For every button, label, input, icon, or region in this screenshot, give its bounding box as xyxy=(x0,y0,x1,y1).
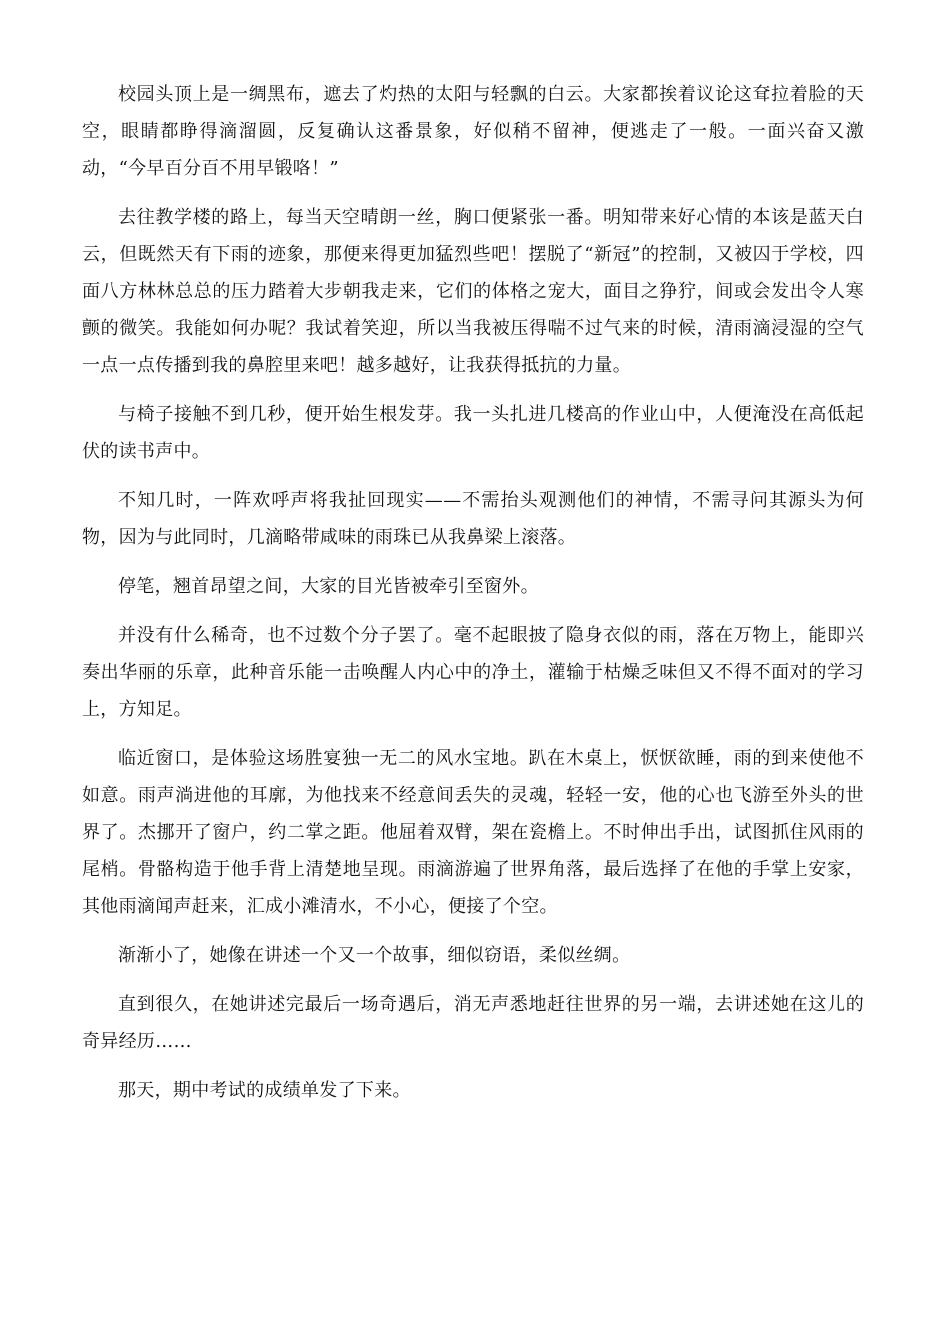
paragraph: 停笔，翘首昂望之间，大家的目光皆被牵引至窗外。 xyxy=(118,576,539,597)
paragraph: 与椅子接触不到几秒，便开始生根发芽。我一头扎进几楼高的作业山中，人便淹没在高低起伏的读书声中。 xyxy=(82,404,864,462)
paragraph: 不知几时，一阵欢呼声将我扯回现实——不需抬头观测他们的神情，不需寻问其源头为何物，因为与此同时，几滴略带咸味的雨珠已从我鼻梁上滚落。 xyxy=(82,490,864,548)
paragraph: 校园头顶上是一绸黑布，遮去了灼热的太阳与轻飘的白云。大家都挨着议论这耷拉着脸的天空，眼睛都睁得滴溜圆，反复确认这番景象，好似稍不留神，便逃走了一般。一面兴奋又激动，“今早百分百不用早锻咯！” xyxy=(82,84,864,179)
paragraph: 去往教学楼的路上，每当天空晴朗一丝，胸口便紧张一番。明知带来好心情的本该是蓝天白云，但既然天有下雨的迹象，那便来得更加猛烈些吧！摆脱了“新冠”的控制，又被囚于学校，四面八方林林总总的压力踏着大步朝我走来，它们的体格之宠大，面目之狰狞，间或会发出令人寒颤的微笑。我能如何办呢？我试着笑迎，所以当我被压得喘不过气来的时候，清雨滴浸湿的空气一点一点传播到我的鼻腔里来吧！越多越好，让我获得抵抗的力量。 xyxy=(82,207,864,376)
paragraph: 并没有什么稀奇，也不过数个分子罢了。毫不起眼披了隐身衣似的雨，落在万物上，能即兴奏出华丽的乐章，此种音乐能一击唤醒人内心中的净土，灌输于枯燥乏味但又不得不面对的学习上，方知足。 xyxy=(82,625,864,720)
paragraph: 渐渐小了，她像在讲述一个又一个故事，细似窃语，柔似丝绸。 xyxy=(118,945,631,966)
paragraph: 那天，期中考试的成绩单发了下来。 xyxy=(118,1080,411,1101)
essay-body xyxy=(82,76,864,1121)
paragraph: 直到很久，在她讲述完最后一场奇遇后，消无声悉地赶往世界的另一端，去讲述她在这儿的奇异经历…… xyxy=(82,994,864,1052)
paragraph: 临近窗口，是体验这场胜宴独一无二的风水宝地。趴在木桌上，恹恹欲睡，雨的到来使他不如意。雨声淌进他的耳廓，为他找来不经意间丢失的灵魂，轻轻一安，他的心也飞游至外头的世界了。杰挪开了窗户，约二掌之距。他屈着双臂，架在瓷檐上。不时伸出手出，试图抓住风雨的尾梢。骨骼构造于他手背上清楚地呈现。雨滴游遍了世界角落，最后选择了在他的手掌上安家，其他雨滴闻声赶来，汇成小滩清水，不小心，便接了个空。 xyxy=(82,748,864,917)
